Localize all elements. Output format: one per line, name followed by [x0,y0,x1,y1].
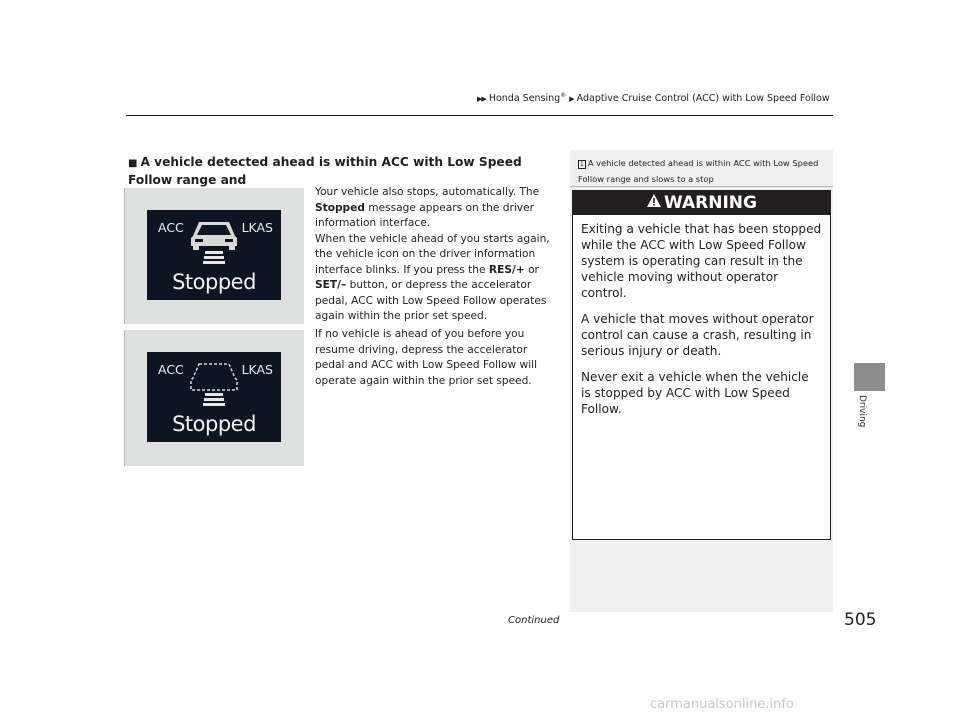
res-button-term: RES/+ [488,263,525,276]
body-text: Your vehicle also stops, automatically. The [315,186,540,198]
note-divider [570,186,833,187]
registered-mark: ® [560,92,567,99]
body-text: When the vehicle ahead of you starts again, the vehicle icon on the driver information interface blinks. If you press the [315,232,550,276]
body-paragraph-2: If no vehicle is ahead of you before you resume driving, depress the accelerator pedal and ACC with Low Speed Follow will operate again within the prior set speed. [315,328,538,387]
warning-header [573,191,830,215]
warning-heading-text: WARNING [664,193,757,213]
stopped-message: Stopped [172,412,256,436]
chapter-tab[interactable] [854,363,885,391]
body-text: button, or depress the accelerator pedal, ACC with Low Speed Follow operates again within the prior set speed. [315,279,547,322]
acc-indicator: ACC [158,362,184,377]
lkas-indicator: LKAS [241,362,273,377]
illustration-stopped-with-vehicle [124,188,304,324]
section-heading-line1: A vehicle detected ahead is within ACC with Low Speed Follow range and [128,155,522,187]
body-paragraph-1 [315,185,555,325]
continued-label: Continued [508,615,560,626]
warning-box [572,190,831,540]
watermark: carmanualsonline.info [650,697,794,712]
stopped-message: Stopped [172,270,256,294]
page-number: 505 [844,610,877,630]
driver-info-display [147,210,281,300]
stopped-term: Stopped [315,201,365,214]
lkas-indicator: LKAS [241,220,273,235]
vehicle-ahead-solid-icon [185,216,243,266]
body-text: message appears on the driver information interface. [315,201,534,229]
breadcrumb-item-acc[interactable]: Adaptive Cruise Control (ACC) with Low Speed Follow [576,93,830,105]
breadcrumb-arrow-icon: ▶▶ [477,95,486,104]
breadcrumb-arrow-icon: ▶ [569,95,574,104]
note-title [578,156,830,186]
note-reference-icon: 1 [580,161,584,168]
warning-body [573,215,830,417]
breadcrumb [477,92,830,104]
warning-paragraph: Exiting a vehicle that has been stopped while the ACC with Low Speed Follow system is operating can result in the vehicle moving without operator control. [581,222,822,300]
driver-info-display [147,352,281,442]
vehicle-ahead-outline-icon [185,358,243,408]
set-button-term: SET/– [315,279,347,291]
header-divider [126,115,833,116]
warning-paragraph: A vehicle that moves without operator control can cause a crash, resulting in serious injury or death. [581,312,814,358]
side-note-column [570,150,833,612]
warning-triangle-icon [646,191,662,215]
illustration-stopped-no-vehicle [124,330,304,466]
acc-indicator: ACC [158,220,184,235]
note-title-text: A vehicle detected ahead is within ACC with Low Speed Follow range and slows to a stop [578,158,819,184]
section-marker-icon: ■ [128,158,138,169]
body-text: or [524,263,539,276]
warning-paragraph: Never exit a vehicle when the vehicle is stopped by ACC with Low Speed Follow. [581,370,809,416]
chapter-tab-label: Driving [857,395,867,428]
breadcrumb-item-honda-sensing[interactable]: Honda Sensing [488,93,561,105]
